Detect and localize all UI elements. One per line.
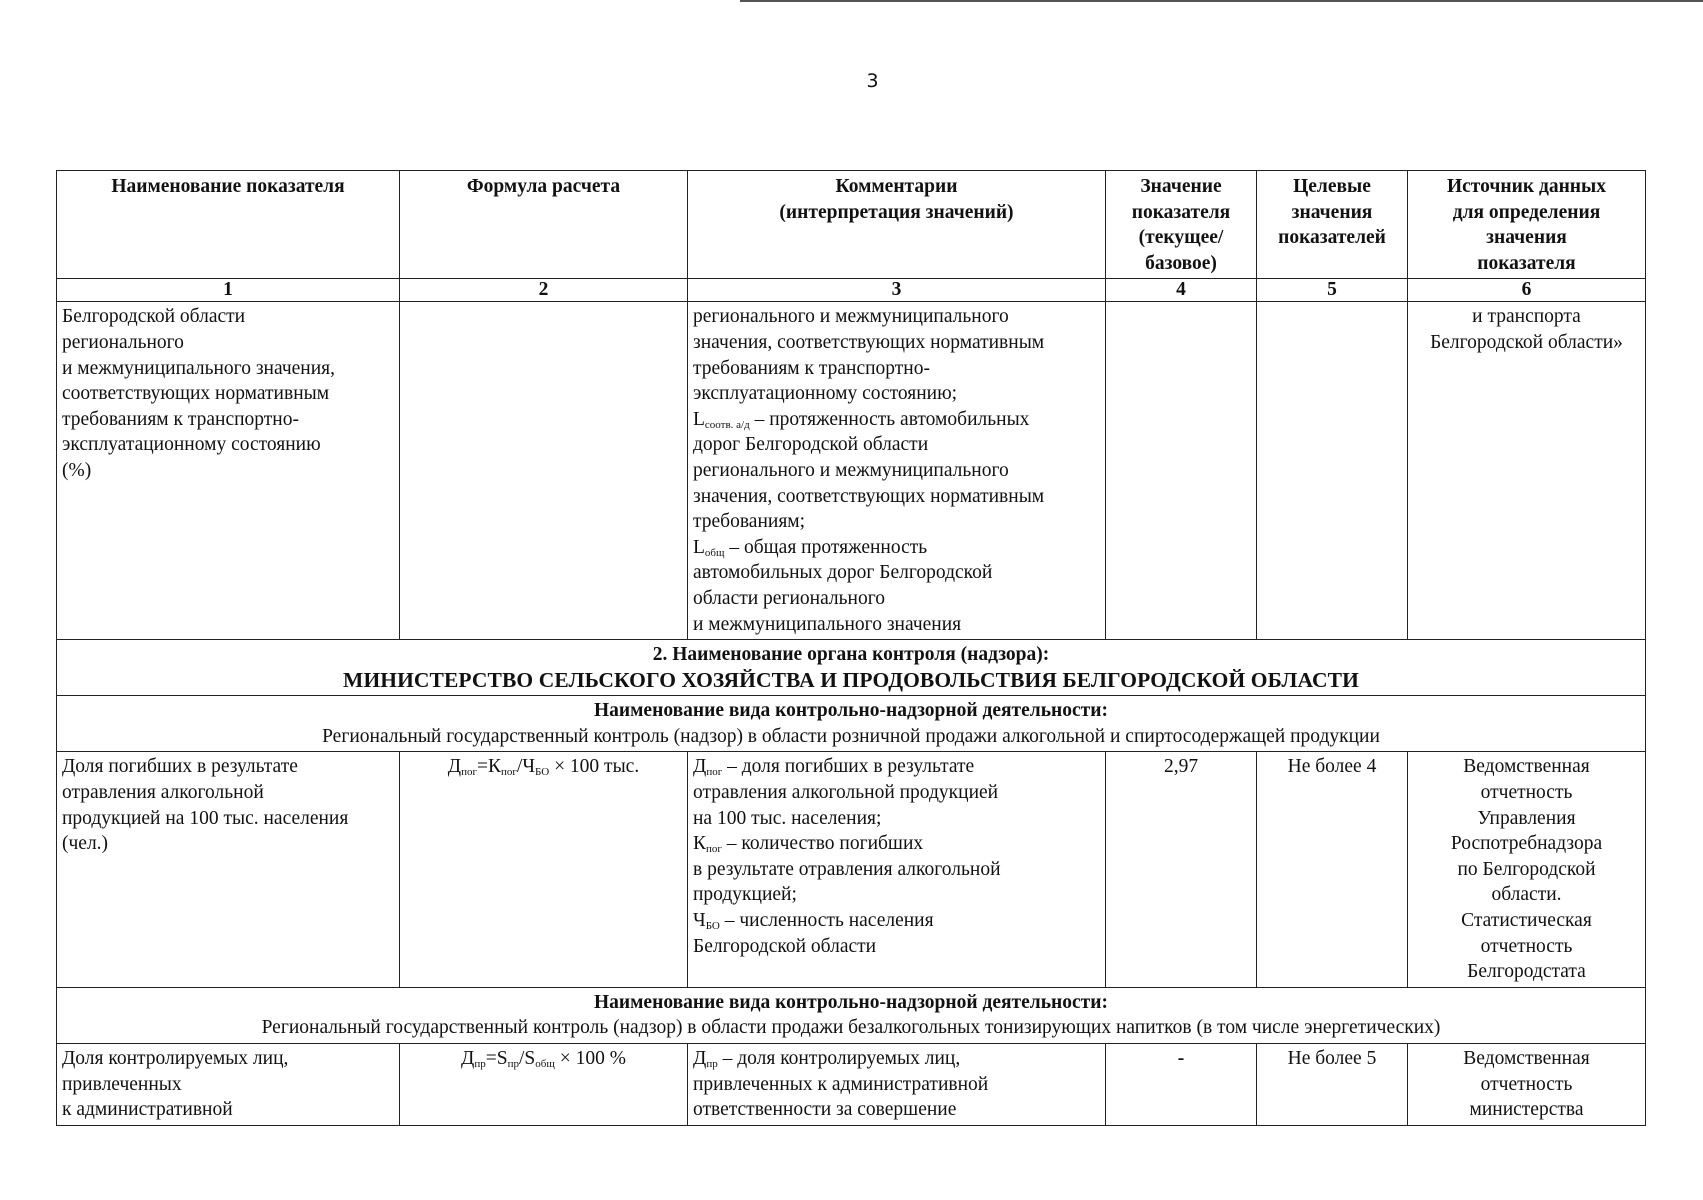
symbol: Ч [693, 910, 706, 932]
symbol: Д [693, 1048, 707, 1069]
data-source: Ведомственная отчетность министерства [1408, 1044, 1646, 1126]
formula [400, 302, 688, 640]
formula-part: =S [485, 1048, 508, 1069]
activity-kind-title: Наименование вида контрольно-надзорной деятельности: [594, 991, 1108, 1013]
symbol-subscript: пог [706, 766, 723, 779]
symbol-subscript: БО [705, 920, 720, 933]
section-header-row [57, 640, 1646, 696]
header-target: Целевые значения показателей [1257, 171, 1408, 279]
header-formula: Формула расчета [400, 171, 688, 279]
page-number: 3 [866, 70, 879, 92]
data-source: Ведомственная отчетность Управления Роспотребнадзора по Белгородской области. Статистическая отчетность Белгородстата [1408, 752, 1646, 987]
activity-kind-title: Наименование вида контрольно-надзорной деятельности: [594, 700, 1108, 722]
table-row [57, 1044, 1646, 1126]
comment-text: – численность населения Белгородской области [693, 910, 934, 957]
section-subtitle: 2. Наименование органа контроля (надзора): [652, 644, 1050, 666]
indicator-name: Доля погибших в результате отравления алкогольной продукцией на 100 тыс. населения (чел.) [57, 752, 400, 987]
activity-kind [57, 987, 1646, 1043]
formula-subscript: БО [535, 766, 550, 779]
comment-text: – общая протяженность автомобильных дорог Белгородской области регионального и межмуниципального значения [693, 536, 993, 635]
formula [400, 1044, 688, 1126]
activity-kind-row [57, 987, 1646, 1043]
symbol-subscript: соотв. а/д [704, 418, 750, 431]
data-source: и транспорта Белгородской области» [1408, 302, 1646, 640]
header-value: Значение показателя (текущее/ базовое) [1106, 171, 1257, 279]
formula-part: × 100 % [554, 1048, 626, 1069]
column-number: 3 [688, 279, 1106, 302]
column-number-row [57, 279, 1646, 302]
formula-subscript: пр [474, 1058, 486, 1070]
formula-part: =К [476, 756, 501, 778]
column-number: 1 [57, 279, 400, 302]
comments [688, 1044, 1106, 1126]
symbol-subscript: общ [704, 546, 725, 559]
formula-part: Д [447, 756, 462, 778]
activity-kind-row [57, 696, 1646, 752]
comments [688, 752, 1106, 987]
activity-kind [57, 696, 1646, 752]
symbol-l-soot: L [693, 408, 705, 430]
indicator-value [1106, 302, 1257, 640]
comment-text: – доля погибших в результате отравления алкогольной продукцией на 100 тыс. населения; [693, 756, 999, 829]
formula-subscript: пр [507, 1058, 519, 1070]
indicators-table [56, 170, 1646, 1126]
header-comments: Комментарии (интерпретация значений) [688, 171, 1106, 279]
symbol-subscript: пр [706, 1058, 718, 1070]
indicator-target: Не более 4 [1257, 752, 1408, 987]
formula-subscript: общ [535, 1058, 555, 1070]
column-number: 6 [1408, 279, 1646, 302]
formula-subscript: пог [501, 766, 517, 779]
top-rule [740, 0, 1703, 2]
formula [400, 752, 688, 987]
formula-part: Д [461, 1048, 475, 1069]
ministry-name: МИНИСТЕРСТВО СЕЛЬСКОГО ХОЗЯЙСТВА И ПРОДОВОЛЬСТВИЯ БЕЛГОРОДСКОЙ ОБЛАСТИ [343, 667, 1359, 692]
symbol: Д [693, 756, 707, 778]
indicator-name: Белгородской области регионального и межмуниципального значения, соответствующих нормативным требованиям к транспортно- эксплуатационному состоянию (%) [57, 302, 400, 640]
comment-text: – протяженность автомобильных дорог Белгородской области регионального и межмуниципального значения, соответствующих нормативным требованиям; [693, 408, 1045, 533]
indicator-target [1257, 302, 1408, 640]
indicator-target: Не более 5 [1257, 1044, 1408, 1126]
comment-text: регионального и межмуниципального значения, соответствующих нормативным требованиям к транспортно- эксплуатационному состоянию; [693, 306, 1045, 405]
symbol-l-obsh: L [693, 536, 705, 558]
header-indicator-name: Наименование показателя [57, 171, 400, 279]
formula-part: /S [518, 1048, 536, 1069]
table-header-row [57, 171, 1646, 279]
indicator-value: - [1106, 1044, 1257, 1126]
table-row [57, 752, 1646, 987]
symbol-subscript: пог [706, 843, 722, 856]
formula-part: /Ч [516, 756, 535, 778]
column-number: 5 [1257, 279, 1408, 302]
indicator-value: 2,97 [1106, 752, 1257, 987]
activity-kind-text: Региональный государственный контроль (надзор) в области розничной продажи алкогольной и спиртосодержащей продукции [322, 725, 1380, 747]
column-number: 2 [400, 279, 688, 302]
table-row [57, 302, 1646, 640]
comment-text: – доля контролируемых лиц, привлеченных к административной ответственности за совершение [693, 1048, 989, 1121]
symbol: К [693, 833, 707, 855]
formula-subscript: пог [461, 766, 477, 779]
header-source: Источник данных для определения значения показателя [1408, 171, 1646, 279]
comment-text: – количество погибших в результате отравления алкогольной продукцией; [693, 833, 1001, 906]
indicator-name: Доля контролируемых лиц, привлеченных к административной [57, 1044, 400, 1126]
formula-part: × 100 тыс. [549, 756, 640, 778]
section-title [57, 640, 1646, 696]
activity-kind-text: Региональный государственный контроль (надзор) в области продажи безалкогольных тонизирующих напитков (в том числе энергетических) [261, 1017, 1441, 1039]
comments [688, 302, 1106, 640]
column-number: 4 [1106, 279, 1257, 302]
